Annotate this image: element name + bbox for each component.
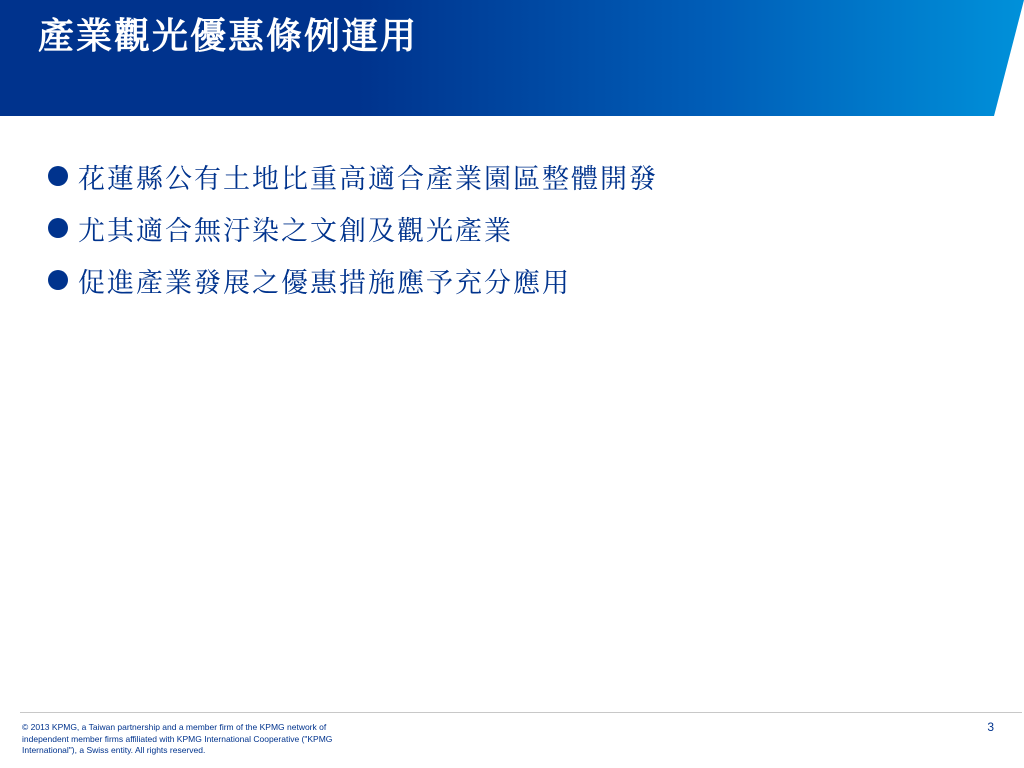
bullet-dot-icon <box>48 270 68 290</box>
bullet-text: 花蓮縣公有土地比重高適合產業園區整體開發 <box>78 163 658 195</box>
bullet-dot-icon <box>48 218 68 238</box>
bullet-list <box>48 150 658 306</box>
bullet-dot-icon <box>48 166 68 186</box>
footer-divider <box>20 712 1022 713</box>
bullet-text: 促進產業發展之優惠措施應予充分應用 <box>78 267 571 299</box>
bullet-item <box>48 202 658 254</box>
page-number: 3 <box>987 720 994 734</box>
footer-disclaimer: © 2013 KPMG, a Taiwan partnership and a member firm of the KPMG network of independent member firms affiliated with KPMG International Cooperative ("KPMG International"), a Swiss entity. All rights reserved. <box>22 722 333 755</box>
bullet-item <box>48 254 658 306</box>
bullet-text: 尤其適合無汙染之文創及觀光產業 <box>78 215 513 247</box>
bullet-item <box>48 150 658 202</box>
slide-title: 產業觀光優惠條例運用 <box>38 15 419 57</box>
